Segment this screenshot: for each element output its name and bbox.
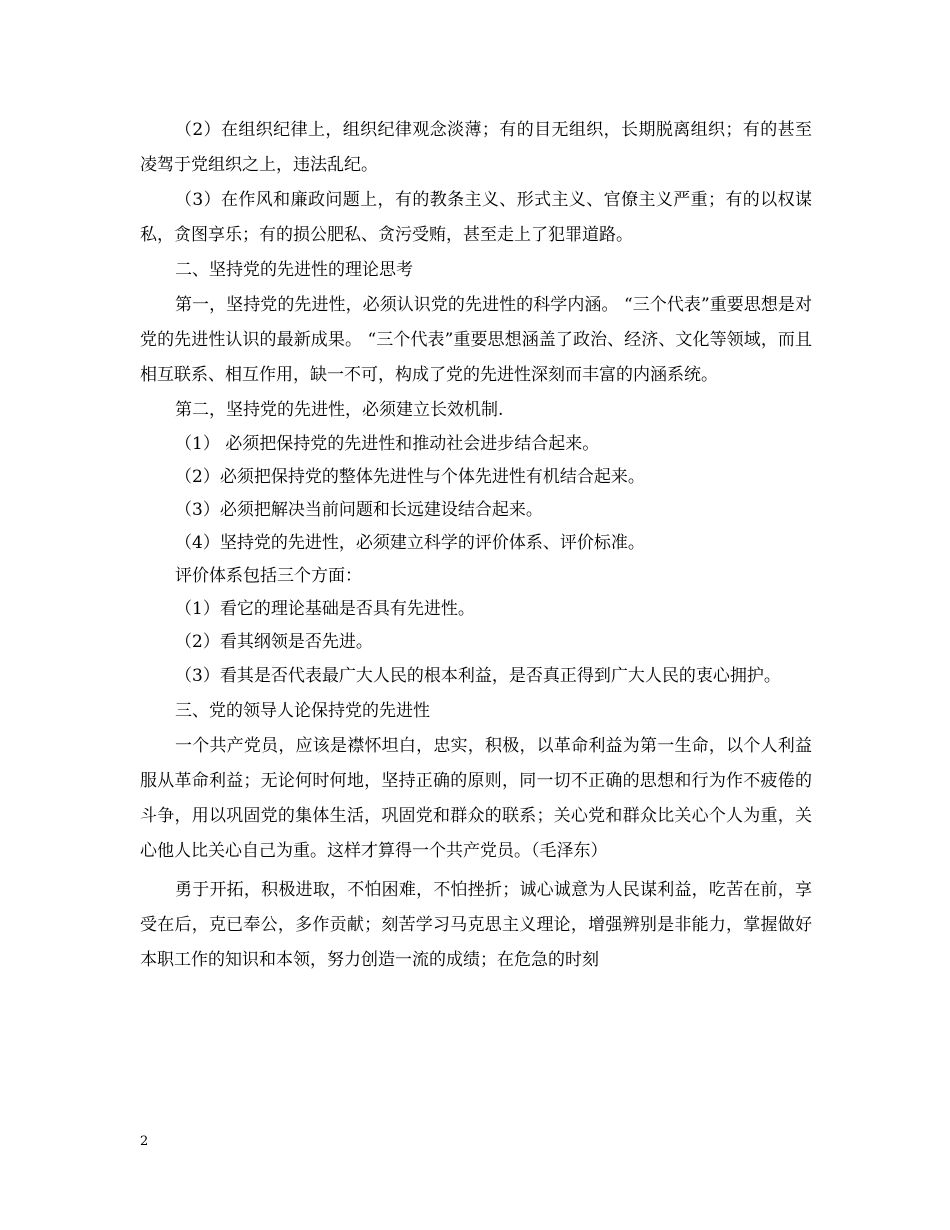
section-heading: 三、党的领导人论保持党的先进性 — [175, 701, 430, 721]
document-body — [140, 113, 812, 978]
paragraph: 第一，坚持党的先进性，必须认识党的先进性的科学内涵。 “三个代表”重要思想是对党的先进性认识的最新成果。 “三个代表”重要思想涵盖了政治、经济、文化等领域，而且相互联系、相互作用，缺一不可，构成了党的先进性深刻而丰富的内涵系统。 — [140, 295, 812, 385]
paragraph: 第二，坚持党的先进性，必须建立长效机制. — [175, 400, 504, 420]
paragraph: 一个共产党员，应该是襟怀坦白，忠实，积极，以革命利益为第一生命，以个人利益服从革命利益；无论何时何地，坚持正确的原则，同一切不正确的思想和行为作不疲倦的斗争，用以巩固党的集体生活，巩固党和群众的联系；关心党和群众比关心个人为重，关心他人比关心自己为重。这样才算得一个共产党员。（毛泽东） — [140, 736, 812, 861]
list-item: （4）坚持党的先进性，必须建立科学的评价体系、评价标准。 — [175, 533, 645, 553]
list-item: （2）看其纲领是否先进。 — [175, 632, 373, 652]
section-heading: 二、坚持党的先进性的理论思考 — [175, 260, 413, 280]
page-number: 2 — [140, 1134, 149, 1149]
paragraph: （3）在作风和廉政问题上，有的教条主义、形式主义、官僚主义严重；有的以权谋私，贪图享乐；有的损公肥私、贪污受贿，甚至走上了犯罪道路。 — [140, 190, 812, 245]
paragraph: 勇于开拓，积极进取，不怕困难，不怕挫折；诚心诚意为人民谋利益，吃苦在前，享受在后，克已奉公，多作贡献；刻苦学习马克思主义理论，增强辨别是非能力，掌握做好本职工作的知识和本领，努力创造一流的成绩；在危急的时刻 — [140, 880, 812, 970]
list-item: （3）看其是否代表最广大人民的根本利益，是否真正得到广大人民的衷心拥护。 — [175, 666, 781, 686]
paragraph: 评价体系包括三个方面： — [175, 566, 362, 586]
list-item: （1）看它的理论基础是否具有先进性。 — [175, 599, 475, 619]
list-item: （2）必须把保持党的整体先进性与个体先进性有机结合起来。 — [175, 467, 645, 487]
paragraph: （2）在组织纪律上，组织纪律观念淡薄；有的目无组织，长期脱离组织；有的甚至凌驾于党组织之上，违法乱纪。 — [140, 120, 812, 175]
list-item: （1） 必须把保持党的先进性和推动社会进步结合起来。 — [175, 434, 600, 454]
list-item: （3）必须把解决当前问题和长远建设结合起来。 — [175, 500, 543, 520]
